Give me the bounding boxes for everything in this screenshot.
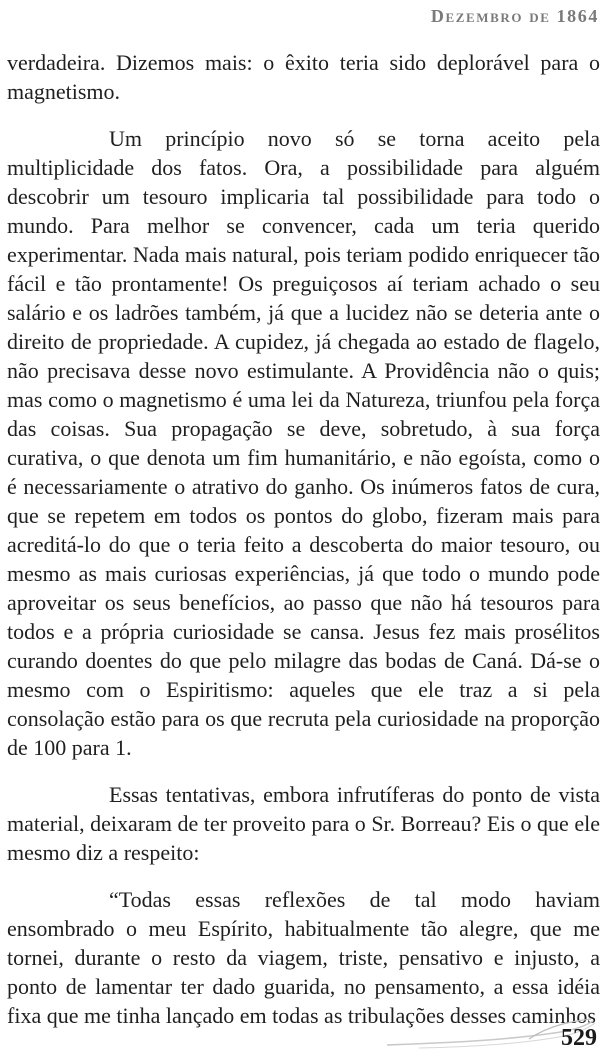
page-number: 529 <box>561 1025 597 1051</box>
paragraph-2: Um princípio novo só se torna aceito pela multiplicidade dos fatos. Ora, a possibilidade para alguém descobrir um tesouro implicaria tal possibilidade para todo o mundo. Para melhor se convencer, cada um teria querido experimentar. Nada mais natural, pois teriam podido enriquecer tão fácil e tão prontamente! Os preguiçosos aí teriam achado o seu salário e os ladrões também, já que a lucidez não se deteria ante o direito de propriedade. A cupidez, já chegada ao estado de flagelo, não precisava desse novo estimulante. A Providência não o quis; mas como o magnetismo é uma lei da Natureza, triunfou pela força das coisas. Sua propagação se deve, sobretudo, à sua força curativa, o que denota um fim humanitário, e não egoísta, como o é necessariamente o atrativo do ganho. Os inúmeros fatos de cura, que se repetem em todos os pontos do globo, fizeram mais para acreditá-lo do que o teria feito a descoberta do maior tesouro, ou mesmo as mais curiosas experiências, já que todo o mundo pode aproveitar os seus benefícios, ao passo que não há tesouros para todos e a própria curiosidade se cansa. Jesus fez mais prosélitos curando doentes do que pelo milagre das bodas de Caná. Dá-se o mesmo com o Espiritismo: aqueles que ele traz a si pela consolação estão para os que recruta pela curiosidade na proporção de 100 para 1. <box>7 126 600 760</box>
body-text <box>7 48 600 1048</box>
paragraph-4: “Todas essas reflexões de tal modo haviam ensombrado o meu Espírito, habitualmente tão alegre, que me tornei, durante o resto da viagem, triste, pensativo e injusto, a ponto de lamentar ter dado guarida, no pensamento, a essa idéia fixa que me tinha lançado em todas as tribulações desses caminhos <box>7 887 600 1028</box>
paragraph-1: verdadeira. Dizemos mais: o êxito teria sido deplorável para o magnetismo. <box>7 50 600 104</box>
running-header: Dezembro de 1864 <box>430 6 599 26</box>
paragraph-3: Essas tentativas, embora infrutíferas do ponto de vista material, deixaram de ter proveito para o Sr. Borreau? Eis o que ele mesmo diz a respeito: <box>7 782 600 865</box>
page-footer <box>379 1003 599 1053</box>
